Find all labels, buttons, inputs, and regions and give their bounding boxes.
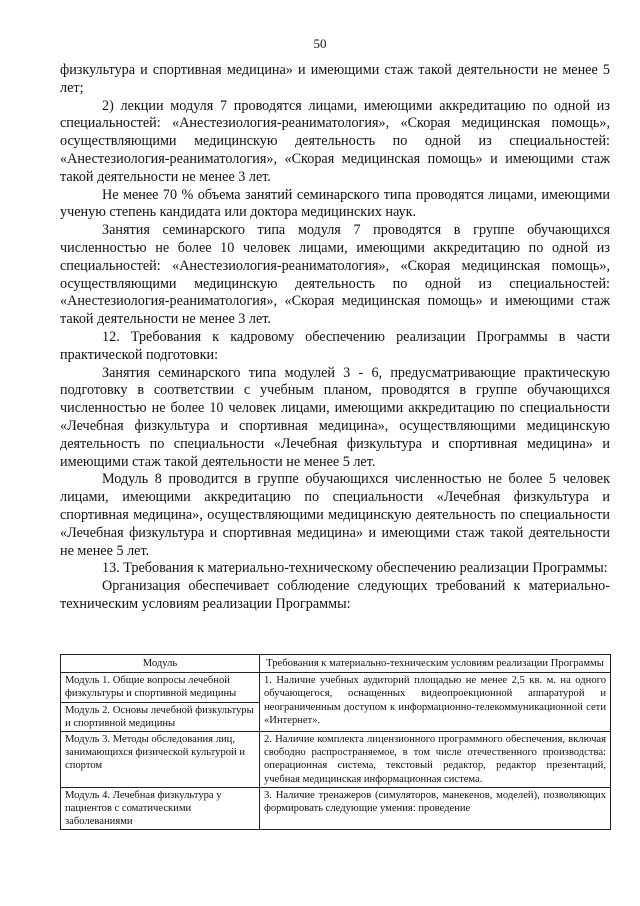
module-cell: Модуль 2. Основы лечебной физкультуры и спортивной медицины [61, 702, 260, 731]
page-number: 50 [313, 36, 327, 51]
requirements-table [60, 654, 611, 830]
document-body [60, 62, 610, 614]
column-header-module: Модуль [61, 655, 260, 673]
module-cell: Модуль 1. Общие вопросы лечебной физкультуры и спортивной медицины [61, 673, 260, 702]
paragraph: Занятия семинарского типа модулей 3 - 6, предусматривающие практическую подготовку в соответствии с учебным планом, проводятся в группе обучающихся численностью не более 10 человек лицами, имеющими аккредитацию по специальности «Лечебная физкультура и спортивная медицина», осуществляющими медицинскую деятельность по специальности «Лечебная физкультура и спортивная медицина» и имеющими стаж такой деятельности не менее 5 лет. [60, 364, 610, 470]
paragraph: физкультура и спортивная медицина» и имеющими стаж такой деятельности не менее 5 лет; [60, 62, 610, 96]
table-header-row [61, 655, 611, 673]
module-cell: Модуль 3. Методы обследования лиц, занимающихся физической культурой и спортом [61, 732, 260, 788]
table-row [61, 732, 611, 788]
section-heading: 13. Требования к материально-техническому обеспечению реализации Программы: [102, 560, 608, 577]
paragraph: Занятия семинарского типа модуля 7 проводятся в группе обучающихся численностью не более 10 человек лицами, имеющими аккредитацию по одной из специальностей: «Анестезиология-реаниматология», «Скорая медицинская помощь», осуществляющими медицинскую деятельность по одной из специальностей: «Анестезиология-реаниматология», «Скорая медицинская помощь» и имеющими стаж такой деятельности не менее 3 лет. [60, 222, 610, 328]
module-cell: Модуль 4. Лечебная физкультура у пациентов с соматическими заболеваниями [61, 787, 260, 830]
requirement-cell: 3. Наличие тренажеров (симуляторов, манекенов, моделей), позволяющих формировать следующие умения: проведение [260, 787, 611, 830]
table-row [61, 673, 611, 702]
requirement-cell: 2. Наличие комплекта лицензионного программного обеспечения, включая свободно распространяемое, в том числе отечественного производства: операционная система, текстовый редактор, редактор презентаций, учебная медицинская информационная система. [260, 732, 611, 788]
table-row [61, 787, 611, 830]
section-heading: 12. Требования к кадровому обеспечению реализации Программы в части практической подготовки: [60, 328, 610, 363]
paragraph: Модуль 8 проводится в группе обучающихся численностью не более 5 человек лицами, имеющими аккредитацию по специальности «Лечебная физкультура и спортивная медицина», осуществляющими медицинскую деятельность по специальности «Лечебная физкультура и спортивная медицина» и имеющими стаж такой деятельности не менее 5 лет. [60, 471, 610, 559]
paragraph: 2) лекции модуля 7 проводятся лицами, имеющими аккредитацию по одной из специальностей: «Анестезиология-реаниматология», «Скорая медицинская помощь», осуществляющими медицинскую деятельность по одной из специальностей: «Анестезиология-реаниматология», «Скорая медицинская помощь» и имеющими стаж такой деятельности не менее 3 лет. [60, 97, 610, 185]
paragraph: Организация обеспечивает соблюдение следующих требований к материально-техническим условиям реализации Программы: [60, 578, 610, 612]
paragraph: Не менее 70 % объема занятий семинарского типа проводятся лицами, имеющими ученую степень кандидата или доктора медицинских наук. [60, 186, 610, 221]
column-header-requirements: Требования к материально-техническим условиям реализации Программы [260, 655, 611, 673]
requirement-cell: 1. Наличие учебных аудиторий площадью не менее 2,5 кв. м. на одного обучающегося, оснащенных видеопроекционной аппаратурой и неограниченным доступом к информационно-телекоммуникационной сети «Интернет». [260, 673, 611, 732]
